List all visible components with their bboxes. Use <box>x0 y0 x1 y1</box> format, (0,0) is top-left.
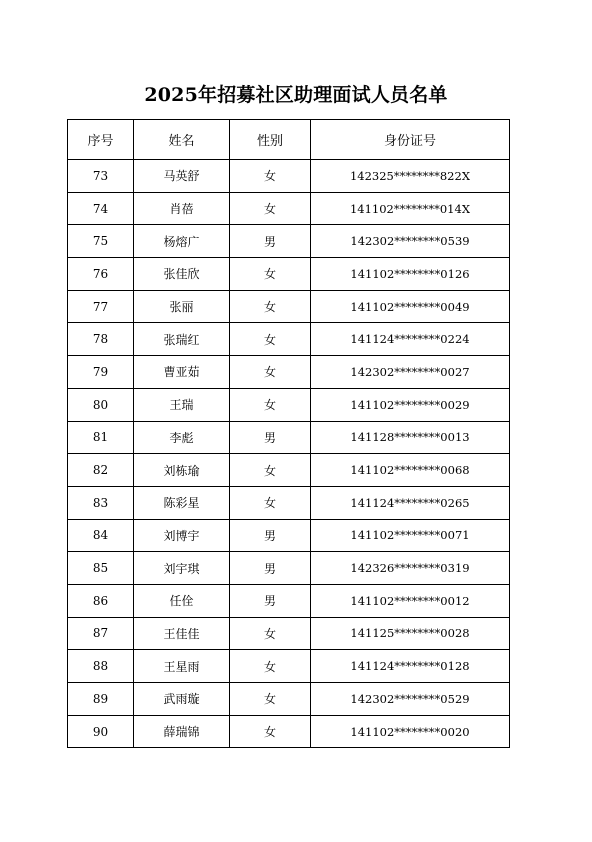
row-serial-number: 77 <box>68 290 134 323</box>
row-serial-number: 82 <box>68 454 134 487</box>
row-name: 张佳欣 <box>134 258 230 291</box>
row-id-number: 141102********0071 <box>311 519 510 552</box>
table-row <box>68 715 510 748</box>
row-serial-number: 79 <box>68 356 134 389</box>
table-row <box>68 454 510 487</box>
row-gender: 女 <box>230 290 311 323</box>
row-serial-number: 83 <box>68 486 134 519</box>
row-name: 张瑞红 <box>134 323 230 356</box>
row-id-number: 141102********0068 <box>311 454 510 487</box>
row-serial-number: 88 <box>68 650 134 683</box>
row-name: 杨熔广 <box>134 225 230 258</box>
row-id-number: 141125********0028 <box>311 617 510 650</box>
row-name: 刘宇琪 <box>134 552 230 585</box>
table-row <box>68 552 510 585</box>
table-row <box>68 519 510 552</box>
row-name: 武雨璇 <box>134 683 230 716</box>
row-gender: 女 <box>230 683 311 716</box>
row-gender: 男 <box>230 421 311 454</box>
row-name: 刘栋瑜 <box>134 454 230 487</box>
row-gender: 男 <box>230 584 311 617</box>
row-id-number: 142302********0529 <box>311 683 510 716</box>
row-name: 曹亚茹 <box>134 356 230 389</box>
row-name: 王佳佳 <box>134 617 230 650</box>
row-gender: 女 <box>230 323 311 356</box>
row-name: 薛瑞锦 <box>134 715 230 748</box>
row-id-number: 142326********0319 <box>311 552 510 585</box>
interviewee-table <box>67 119 510 748</box>
row-serial-number: 85 <box>68 552 134 585</box>
row-gender: 女 <box>230 715 311 748</box>
row-name: 马英舒 <box>134 160 230 193</box>
row-name: 陈彩星 <box>134 486 230 519</box>
row-serial-number: 80 <box>68 388 134 421</box>
row-gender: 女 <box>230 486 311 519</box>
table-row <box>68 650 510 683</box>
row-gender: 女 <box>230 356 311 389</box>
table-row <box>68 584 510 617</box>
row-serial-number: 84 <box>68 519 134 552</box>
table-row <box>68 356 510 389</box>
row-id-number: 141102********014X <box>311 192 510 225</box>
header-name: 姓名 <box>134 120 230 160</box>
row-serial-number: 75 <box>68 225 134 258</box>
header-gender: 性别 <box>230 120 311 160</box>
row-name: 张丽 <box>134 290 230 323</box>
table-row <box>68 421 510 454</box>
table-row <box>68 683 510 716</box>
row-id-number: 142302********0539 <box>311 225 510 258</box>
row-name: 李彪 <box>134 421 230 454</box>
header-id-number: 身份证号 <box>311 120 510 160</box>
row-serial-number: 89 <box>68 683 134 716</box>
table-row <box>68 323 510 356</box>
row-id-number: 142302********0027 <box>311 356 510 389</box>
row-name: 王瑞 <box>134 388 230 421</box>
row-serial-number: 73 <box>68 160 134 193</box>
table-row <box>68 192 510 225</box>
row-id-number: 141124********0128 <box>311 650 510 683</box>
row-id-number: 141102********0126 <box>311 258 510 291</box>
document-title: 2025年招募社区助理面试人员名单 <box>144 84 448 106</box>
row-name: 肖蓓 <box>134 192 230 225</box>
row-gender: 男 <box>230 225 311 258</box>
row-id-number: 141124********0224 <box>311 323 510 356</box>
row-gender: 男 <box>230 519 311 552</box>
row-serial-number: 87 <box>68 617 134 650</box>
row-gender: 女 <box>230 192 311 225</box>
row-name: 刘博宇 <box>134 519 230 552</box>
table-row <box>68 160 510 193</box>
row-serial-number: 76 <box>68 258 134 291</box>
table-row <box>68 617 510 650</box>
row-serial-number: 81 <box>68 421 134 454</box>
table-row <box>68 290 510 323</box>
row-serial-number: 86 <box>68 584 134 617</box>
row-serial-number: 78 <box>68 323 134 356</box>
row-gender: 女 <box>230 454 311 487</box>
table-row <box>68 258 510 291</box>
row-id-number: 141102********0029 <box>311 388 510 421</box>
table-row <box>68 388 510 421</box>
row-id-number: 141102********0020 <box>311 715 510 748</box>
table-row <box>68 225 510 258</box>
row-gender: 女 <box>230 160 311 193</box>
row-serial-number: 90 <box>68 715 134 748</box>
table-header-row <box>68 120 510 160</box>
row-gender: 男 <box>230 552 311 585</box>
row-serial-number: 74 <box>68 192 134 225</box>
row-gender: 女 <box>230 258 311 291</box>
row-name: 王星雨 <box>134 650 230 683</box>
row-gender: 女 <box>230 388 311 421</box>
row-gender: 女 <box>230 617 311 650</box>
row-gender: 女 <box>230 650 311 683</box>
row-id-number: 141102********0049 <box>311 290 510 323</box>
row-id-number: 142325********822X <box>311 160 510 193</box>
row-name: 任佺 <box>134 584 230 617</box>
table-body <box>68 160 510 748</box>
row-id-number: 141124********0265 <box>311 486 510 519</box>
row-id-number: 141102********0012 <box>311 584 510 617</box>
table-row <box>68 486 510 519</box>
header-serial-number: 序号 <box>68 120 134 160</box>
row-id-number: 141128********0013 <box>311 421 510 454</box>
